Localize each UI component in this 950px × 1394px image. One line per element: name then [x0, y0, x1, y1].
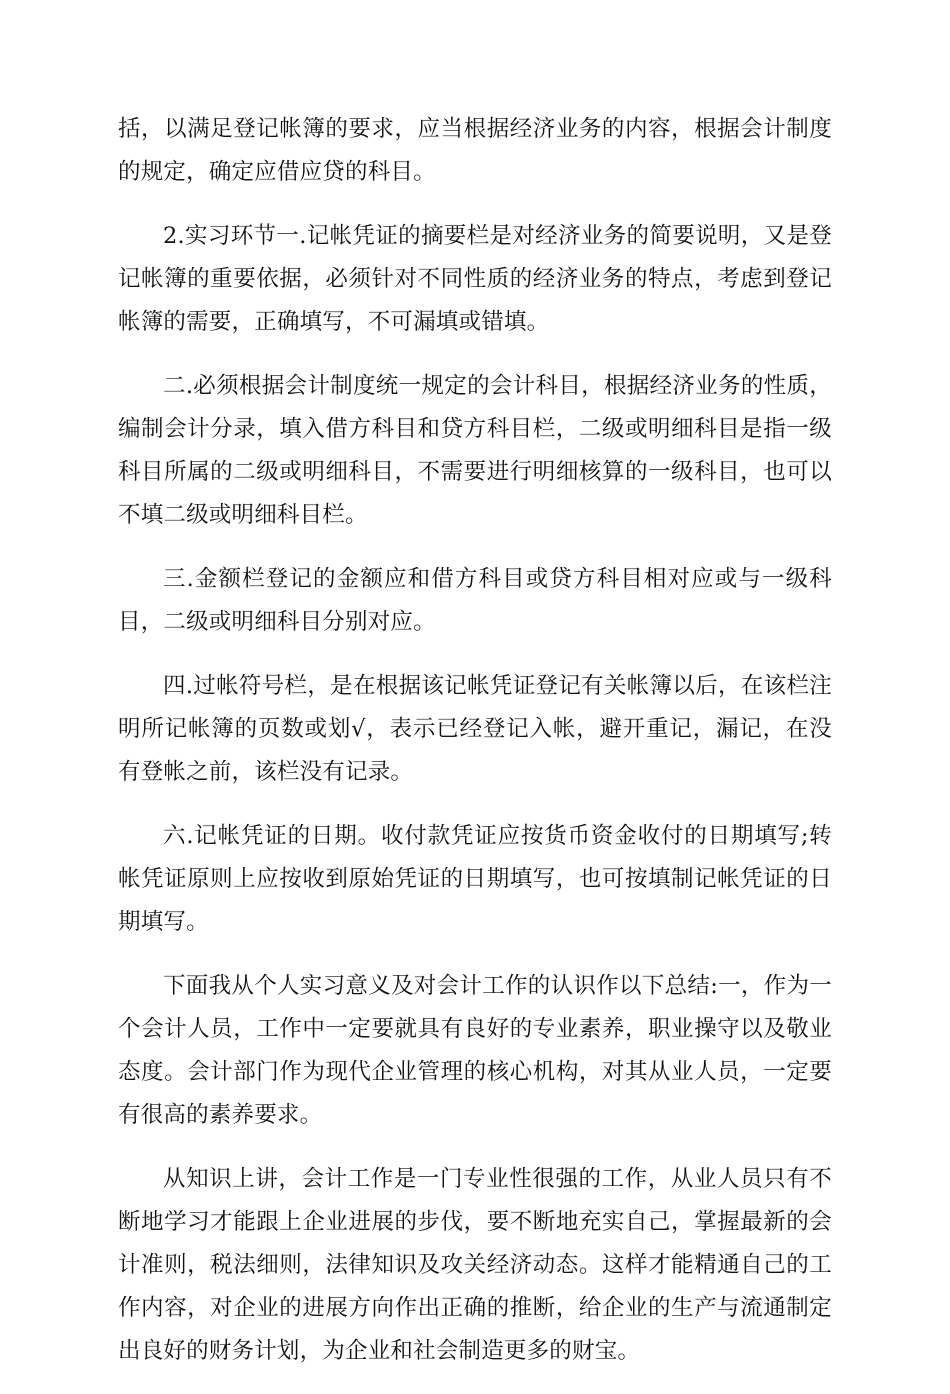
paragraph-voucher-date: 六.记帐凭证的日期。收付款凭证应按货币资金收付的日期填写;转帐凭证原则上应按收到原始凭证的日期填写，也可按填制记帐凭证的日期填写。 [118, 823, 832, 935]
paragraph-account-titles: 二.必须根据会计制度统一规定的会计科目，根据经济业务的性质，编制会计分录，填入借方科目和贷方科目栏，二级或明细科目是指一级科目所属的二级或明细科目，不需要进行明细核算的一级科目，也可以不填二级或明细科目栏。 [118, 373, 832, 528]
paragraph-continuation: 括，以满足登记帐簿的要求，应当根据经济业务的内容，根据会计制度的规定，确定应借应贷的科目。 [118, 116, 832, 185]
paragraph-amount-column: 三.金额栏登记的金额应和借方科目或贷方科目相对应或与一级科目，二级或明细科目分别对应。 [118, 566, 832, 635]
paragraph-summary-intro: 下面我从个人实习意义及对会计工作的认识作以下总结:一，作为一个会计人员，工作中一定要就具有良好的专业素养，职业操守以及敬业态度。会计部门作为现代企业管理的核心机构，对其从业人员，一定要有很高的素养要求。 [118, 973, 832, 1128]
document-body [118, 108, 832, 1394]
paragraph-posting-mark: 四.过帐符号栏，是在根据该记帐凭证登记有关帐簿以后，在该栏注明所记帐簿的页数或划√，表示已经登记入帐，避开重记，漏记，在没有登帐之前，该栏没有记录。 [118, 673, 832, 785]
paragraph-knowledge: 从知识上讲，会计工作是一门专业性很强的工作，从业人员只有不断地学习才能跟上企业进展的步伐，要不断地充实自己，掌握最新的会计准则，税法细则，法律知识及攻关经济动态。这样才能精通自己的工作内容，对企业的进展方向作出正确的推断，给企业的生产与流通制定出良好的财务计划，为企业和社会制造更多的财宝。 [118, 1166, 832, 1364]
paragraph-summary-column: 2.实习环节一.记帐凭证的摘要栏是对经济业务的简要说明，又是登记帐簿的重要依据，必须针对不同性质的经济业务的特点，考虑到登记帐簿的需要，正确填写，不可漏填或错填。 [118, 223, 832, 335]
